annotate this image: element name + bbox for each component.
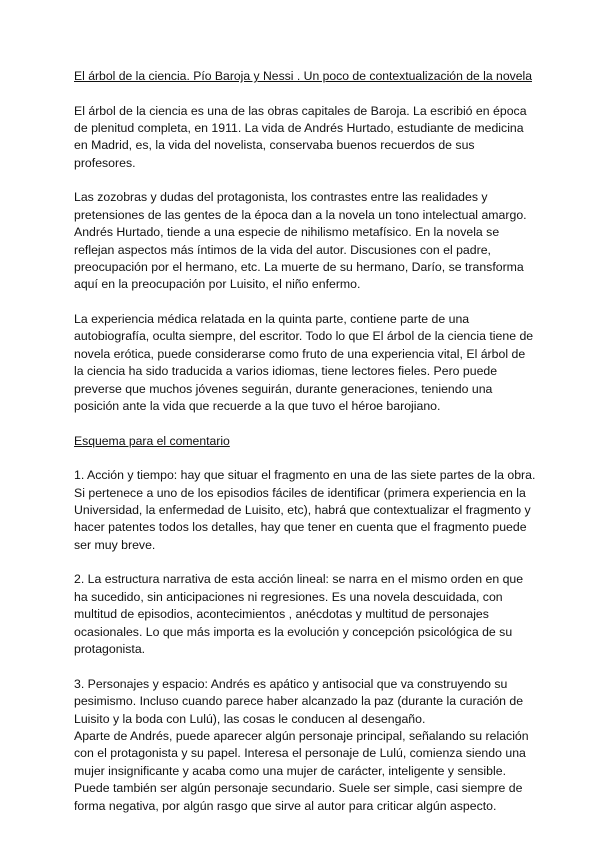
text-line: 2. La estructura narrativa de esta acción lineal: se narra en el mismo orden en que xyxy=(74,572,524,587)
text-line: multitud de episodios, acontecimientos , anécdotas y multitud de personajes xyxy=(74,607,489,622)
text-line: Las zozobras y dudas del protagonista, los contrastes entre las realidades y xyxy=(74,190,488,205)
text-line: pesimismo. Incluso cuando parece haber alcanzado la paz (durante la curación de xyxy=(74,694,524,709)
text-line: Luisito y la boda con Lulú), las cosas le conducen al desengaño. xyxy=(74,711,426,726)
text-line: Andrés Hurtado, tiende a una especie de nihilismo metafísico. En la novela se xyxy=(74,225,500,240)
point-2-paragraph xyxy=(74,571,534,658)
point-1-paragraph xyxy=(74,467,534,554)
text-line: ocasionales. Lo que más importa es la evolución y concepción psicológica de su xyxy=(74,624,513,639)
text-line: en Madrid, es, la vida del novelista, conservaba buenos recuerdos de sus xyxy=(74,138,475,153)
text-line: posición ante la vida que recuerde a la que tuvo el héroe barojiano. xyxy=(74,399,441,414)
text-line: hacer patentes todos los detalles, hay que tener en cuenta que el fragmento puede xyxy=(74,520,527,535)
text-line: 3. Personajes y espacio: Andrés es apático y antisocial que va construyendo su xyxy=(74,676,508,691)
text-line: preverse que muchos jóvenes seguirán, durante generaciones, teniendo una xyxy=(74,381,493,396)
text-line: Universidad, la enfermedad de Luisito, etc), habrá que contextualizar el fragmento y xyxy=(74,503,531,518)
experience-paragraph xyxy=(74,311,534,415)
text-line: La experiencia médica relatada en la quinta parte, contiene parte de una xyxy=(74,312,470,327)
text-line: 1. Acción y tiempo: hay que situar el fragmento en una de las siete partes de la obra. xyxy=(74,468,536,483)
text-line: mujer insignificante y acaba como una mujer de carácter, inteligente y sensible. xyxy=(74,763,506,778)
text-line: preocupación por el hermano, etc. La muerte de su hermano, Darío, se transforma xyxy=(74,260,524,275)
text-line: de plenitud completa, en 1911. La vida de Andrés Hurtado, estudiante de medicina xyxy=(74,121,524,135)
scheme-title: Esquema para el comentario xyxy=(74,433,230,448)
text-line: con el protagonista y su papel. Interesa el personaje de Lulú, comienza siendo una xyxy=(74,746,526,761)
text-line: ha sucedido, sin anticipaciones ni regresiones. Es una novela descuidada, con xyxy=(74,589,503,604)
text-line: reflejan aspectos más íntimos de la vida del autor. Discusiones con el padre, xyxy=(74,242,491,257)
document-page xyxy=(74,68,534,815)
text-line: autobiografía, oculta siempre, del escritor. Todo lo que El árbol de la ciencia tiene de xyxy=(74,329,534,344)
text-line: Aparte de Andrés, puede aparecer algún personaje principal, señalando su relación xyxy=(74,728,529,743)
context-paragraph xyxy=(74,189,534,293)
text-line: El árbol de la ciencia es una de las obras capitales de Baroja. La escribió en época xyxy=(74,103,527,118)
text-line: protagonista. xyxy=(74,642,146,657)
text-line: aquí en la preocupación por Luisito, el niño enfermo. xyxy=(74,277,361,292)
document-title: El árbol de la ciencia. Pío Baroja y Nessi . Un poco de contextualización de la novela xyxy=(74,69,532,83)
text-line: pretensiones de las gentes de la época dan a la novela un tono intelectual amargo. xyxy=(74,207,527,222)
text-line: profesores. xyxy=(74,155,136,170)
text-line: Puede también ser algún personaje secundario. Suele ser simple, casi siempre de xyxy=(74,781,523,796)
point-3-paragraph xyxy=(74,676,534,815)
text-line: forma negativa, por algún rasgo que sirve al autor para criticar algún aspecto. xyxy=(74,798,497,813)
text-line: la ciencia ha sido traducida a varios idiomas, tiene lectores fieles. Pero puede xyxy=(74,364,498,379)
intro-paragraph xyxy=(74,103,534,173)
text-line: novela erótica, puede considerarse como fruto de una experiencia vital, El árbol de xyxy=(74,346,526,361)
text-line: Si pertenece a uno de los episodios fáciles de identificar (primera experiencia en la xyxy=(74,485,526,500)
text-line: ser muy breve. xyxy=(74,537,156,552)
